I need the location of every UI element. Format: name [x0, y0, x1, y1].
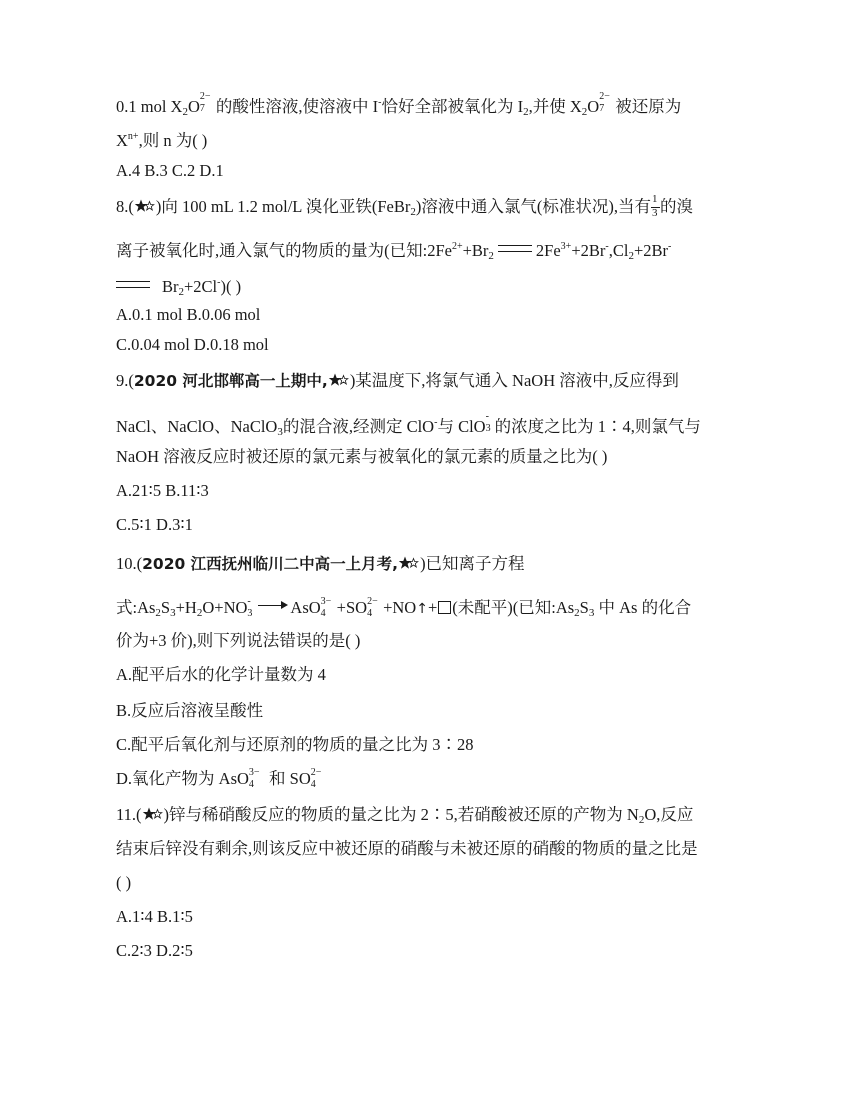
difficulty-star-icon [398, 556, 420, 570]
superscript: 3+ [560, 241, 572, 252]
text: +H [175, 598, 197, 617]
text: D.氧化产物为 AsO [116, 769, 249, 788]
text: O,反应 [644, 805, 694, 824]
text: )向 100 mL 1.2 mol/L 溴化亚铁(FeBr [155, 197, 411, 216]
q9-options-1: A.21∶5 B.11∶3 [116, 481, 209, 500]
sup-sub [599, 92, 615, 114]
q10-option-a: A.配平后水的化学计量数为 4 [116, 665, 326, 684]
text: 中 As 的化合 [594, 598, 692, 617]
question-number: 10.( [116, 554, 143, 573]
equals-sign [498, 245, 532, 252]
subscript: 4 [320, 608, 326, 619]
text: +SO [336, 598, 368, 617]
subscript: 2 [178, 286, 184, 298]
q10-line1 [116, 553, 525, 575]
q8-line1 [116, 193, 693, 223]
question-number: 11.( [116, 805, 142, 824]
subscript: 2 [182, 106, 188, 118]
subscript: 3 [485, 423, 491, 434]
text: AsO [290, 598, 321, 617]
equals-sign [116, 281, 150, 288]
q7-line1 [116, 92, 681, 123]
superscript: - [247, 596, 251, 607]
superscript: 3− [248, 767, 260, 778]
subscript: 2 [196, 607, 203, 619]
superscript: - [605, 241, 609, 252]
text: ,Cl [608, 241, 629, 260]
text: +NO [383, 598, 417, 617]
subscript: 2 [581, 106, 588, 118]
sup-sub [311, 768, 327, 790]
question-number: 9.( [116, 371, 134, 390]
superscript: 2− [367, 596, 378, 607]
fraction [651, 193, 660, 219]
subscript: 3 [277, 426, 283, 438]
sup-sub [249, 768, 265, 790]
q11-line1 [116, 804, 693, 831]
text: 0.1 mol X [116, 97, 183, 116]
q10-line2 [116, 597, 691, 624]
subscript: 3 [588, 607, 595, 619]
text: ,并使 X [528, 97, 582, 116]
q10-option-c: C.配平后氧化剂与还原剂的物质的量之比为 3∶28 [116, 735, 474, 754]
q10-option-d [116, 768, 327, 790]
text: 恰好全部被氧化为 I [381, 97, 524, 116]
subscript: 3 [170, 607, 176, 619]
subscript: 4 [310, 779, 316, 790]
numerator: 1 [652, 193, 658, 205]
subscript: 2 [638, 814, 645, 826]
q11-line3: ( ) [116, 873, 132, 892]
sup-sub [367, 597, 383, 619]
superscript: 3− [320, 596, 332, 607]
text: X [116, 131, 128, 150]
text: )锌与稀硝酸反应的物质的量之比为 2∶5,若硝酸被还原的产物为 N [163, 805, 639, 824]
text: 的浓度之比为 1∶4,则氯气与 [494, 417, 701, 436]
superscript: - [668, 241, 672, 252]
text: )已知离子方程 [420, 554, 525, 573]
subscript: 2 [628, 250, 634, 262]
text: ,则 n 为( ) [138, 131, 208, 150]
q9-line3: NaOH 溶液反应时被还原的氯元素与被氧化的氯元素的质量之比为( ) [116, 447, 608, 466]
text: )某温度下,将氯气通入 NaOH 溶液中,反应得到 [349, 371, 679, 390]
q11-options-2: C.2∶3 D.2∶5 [116, 941, 193, 960]
reaction-arrow-icon [258, 601, 288, 611]
text: O+NO [202, 598, 248, 617]
superscript: 2− [199, 91, 211, 102]
q10-line3: 价为+3 价),则下列说法错误的是( ) [116, 631, 361, 650]
text: O [187, 97, 200, 116]
subscript: 2 [523, 106, 529, 118]
q11-options-1: A.1∶4 B.1∶5 [116, 907, 193, 926]
subscript: 2 [488, 250, 494, 262]
q7-line2 [116, 126, 207, 152]
text: )溶液中通入氯气(标准状况),当有 [415, 197, 651, 216]
text: +2Cl [184, 277, 218, 296]
text: S [579, 598, 589, 617]
text: 离子被氧化时,通入氯气的物质的量为(已知:2Fe [116, 241, 452, 260]
subscript: 4 [248, 779, 254, 790]
superscript: 2− [599, 91, 610, 102]
text: 2Fe [535, 241, 561, 260]
text: + [427, 598, 438, 617]
q10-option-b: B.反应后溶液呈酸性 [116, 701, 264, 720]
sup-sub [247, 597, 256, 619]
subscript: 2 [574, 607, 580, 619]
text: (未配平)(已知:As [452, 598, 575, 617]
text: +2Br [633, 241, 668, 260]
subscript: 3 [247, 608, 253, 619]
text: Br [162, 277, 179, 296]
q8-options-1: A.0.1 mol B.0.06 mol [116, 305, 261, 324]
sup-sub [486, 412, 495, 434]
text: NaCl、NaClO、NaClO [116, 417, 278, 436]
superscript: n+ [127, 131, 139, 142]
subscript: 7 [199, 103, 205, 114]
q9-line1 [116, 370, 679, 392]
q8-options-2: C.0.04 mol D.0.18 mol [116, 335, 269, 354]
subscript: 2 [155, 607, 161, 619]
superscript: 2+ [451, 241, 463, 252]
text: +Br [462, 241, 489, 260]
text: )( ) [220, 277, 242, 296]
text: 被还原为 [615, 97, 682, 116]
text: +2Br [571, 241, 606, 260]
question-source: 2020 河北邯郸高一上期中, [133, 372, 328, 390]
sup-sub [321, 597, 337, 619]
blank-box-icon [438, 601, 451, 614]
question-source: 2020 江西抚州临川二中高一上月考, [142, 555, 399, 573]
question-number: 8.( [116, 197, 134, 216]
subscript: 4 [367, 608, 373, 619]
text: 的混合液,经测定 ClO [282, 417, 435, 436]
text: 的酸性溶液,使溶液中 I [215, 97, 379, 116]
superscript: - [217, 277, 221, 288]
text: 和 SO [264, 769, 311, 788]
text: O [587, 97, 600, 116]
q9-options-2: C.5∶1 D.3∶1 [116, 515, 193, 534]
gas-arrow-icon: ↑ [416, 601, 428, 617]
difficulty-star-icon [134, 199, 156, 213]
superscript: - [434, 417, 438, 428]
difficulty-star-icon [142, 807, 164, 821]
q9-line2 [116, 412, 701, 443]
superscript: - [485, 411, 489, 422]
superscript: - [378, 97, 382, 108]
text: 式:As [116, 598, 156, 617]
text: 与 ClO [437, 417, 486, 436]
sup-sub [200, 92, 216, 114]
subscript: 2 [410, 206, 416, 218]
subscript: 7 [599, 103, 605, 114]
q8-line3 [116, 272, 241, 303]
q11-line2: 结束后锌没有剩余,则该反应中被还原的硝酸与未被还原的硝酸的物质的量之比是 [116, 839, 698, 858]
difficulty-star-icon [328, 373, 350, 387]
q7-options: A.4 B.3 C.2 D.1 [116, 161, 224, 180]
superscript: 2− [310, 767, 322, 778]
denominator: 3 [652, 207, 658, 219]
text: 的溴 [660, 197, 693, 216]
q8-line2 [116, 236, 671, 267]
text: S [160, 598, 171, 617]
